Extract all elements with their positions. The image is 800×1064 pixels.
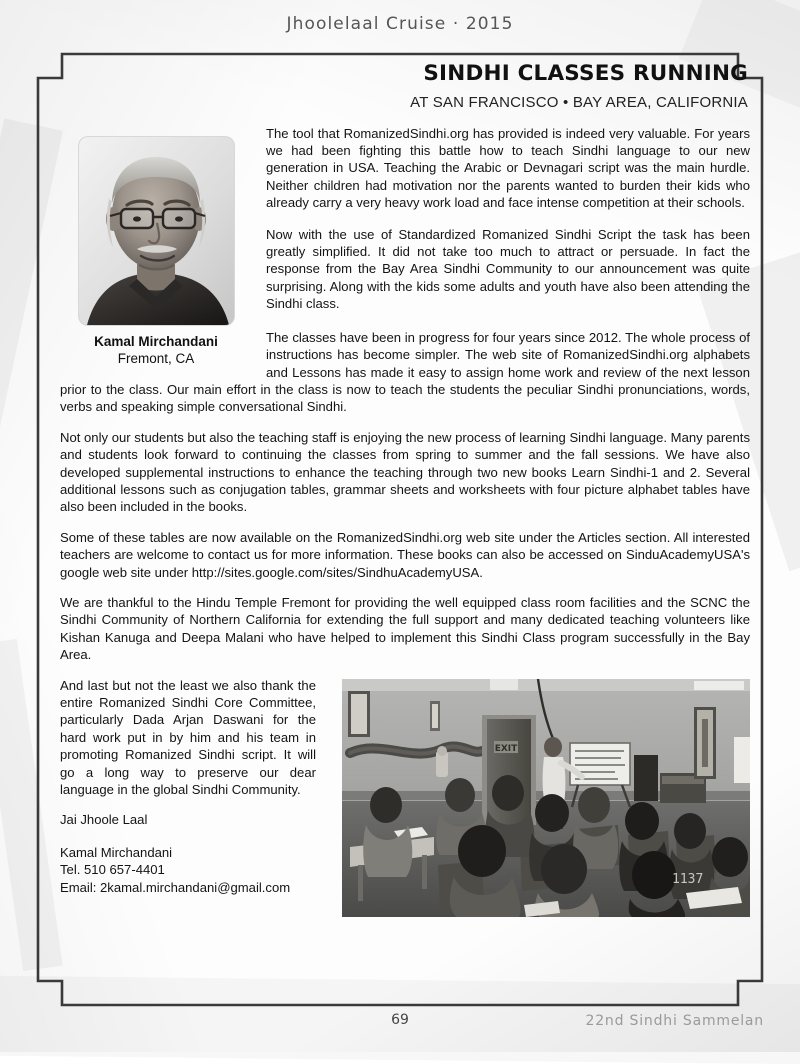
- paragraph-3: The classes have been in progress for four years since 2012. The whole process of instructions has become simpler. The web site of RomanizedSindhi.org alphabets and Lessons has made it easy to assign home work and review of the next lesson prior to the class. Our main effort in the class is now to teach the students the peculiar Sindhi pronunciations, words, verbs and speaking simple conversational Sindhi.: [60, 329, 750, 415]
- paragraph-4: Not only our students but also the teaching staff is enjoying the new process of learning Sindhi language. Many parents and students look forward to continuing the classes from spring to summer and the fall sessions. We have also developed supplemental instructions to enhance the teaching through two new books Learn Sindhi-1 and 2. Several additional lessons such as conjugation tables, grammar sheets and worksheets with four picture alphabet tables have also been included in the books.: [60, 429, 750, 515]
- page-footer: [0, 1012, 800, 1038]
- article-heading-block: [60, 62, 750, 111]
- signature-spacer: [60, 829, 316, 844]
- closing-section: [60, 677, 750, 917]
- paragraph-2: Now with the use of Standardized Romanized Sindhi Script the task has been greatly simplified. It did not take too much to attract or persuade. In fact the response from the Bay Area Sindhi Community to our announcement was quite surprising. Along with the kids some adults and youth have also been attending the Sindhi class.: [266, 226, 750, 312]
- page-number: 69: [391, 1012, 409, 1028]
- portrait-column: [60, 137, 252, 366]
- paragraph-5: Some of these tables are now available on the RomanizedSindhi.org web site under the Articles section. All interested teachers are welcome to contact us for more information. These books can also be accessed on SinduAcademyUSA's google web site under http://sites.google.com/sites/SindhuAcademyUSA.: [60, 529, 750, 580]
- article-content: [60, 62, 750, 992]
- portrait-photo-kamal-mirchandani: [79, 137, 234, 325]
- intro-section: [60, 125, 750, 429]
- signature-name: Kamal Mirchandani: [60, 844, 173, 860]
- portrait-caption-name: Kamal Mirchandani: [94, 333, 218, 349]
- page-subtitle: AT SAN FRANCISCO • BAY AREA, CALIFORNIA: [410, 93, 748, 111]
- running-head: Jhoolelaal Cruise · 2015: [286, 14, 514, 34]
- signature-email: Email: 2kamal.mirchandani@gmail.com: [60, 879, 291, 895]
- portrait-caption-location: Fremont, CA: [117, 350, 195, 366]
- photo-timestamp-watermark: 1137: [672, 871, 704, 887]
- paragraph-6: We are thankful to the Hindu Temple Fremont for providing the well equipped class room facilities and the SCNC the Sindhi Community of Northern California for extending the full support and many dedicated teaching volunteers like Kishan Kanuga and Deepa Malani who have helped to implement this Sindhi Class program successfully in the Bay Area.: [60, 594, 750, 663]
- intro-paragraph-column: [266, 125, 750, 327]
- footer-publication-name: 22nd Sindhi Sammelan: [585, 1013, 764, 1029]
- signature-phone: Tel. 510 657-4401: [60, 862, 165, 878]
- page-title: SINDHI CLASSES RUNNING: [423, 61, 748, 86]
- exit-sign-label: EXIT: [494, 743, 518, 754]
- paragraph-1: The tool that RomanizedSindhi.org has provided is indeed very valuable. For years we had been fighting this battle how to teach Sindhi language to our new generation in USA. Teaching the Arabic or Devnagari script was the main hurdle. Neither children had motivation nor the parents wanted to burden their kids who already carry a very heavy work load and face intense competition at their schools.: [266, 125, 750, 211]
- classroom-photo-sindhi-class: [342, 679, 750, 917]
- signature-greeting: Jai Jhoole Laal: [60, 812, 148, 828]
- paragraph-7: And last but not the least we also thank the entire Romanized Sindhi Core Committee, particularly Dada Arjan Daswani for the hard work put in by him and his team in promoting Romanized Sindhi script. It will go a long way to preserve our dear language in the global Sindhi Community.: [60, 677, 316, 798]
- closing-text-column: [60, 677, 316, 896]
